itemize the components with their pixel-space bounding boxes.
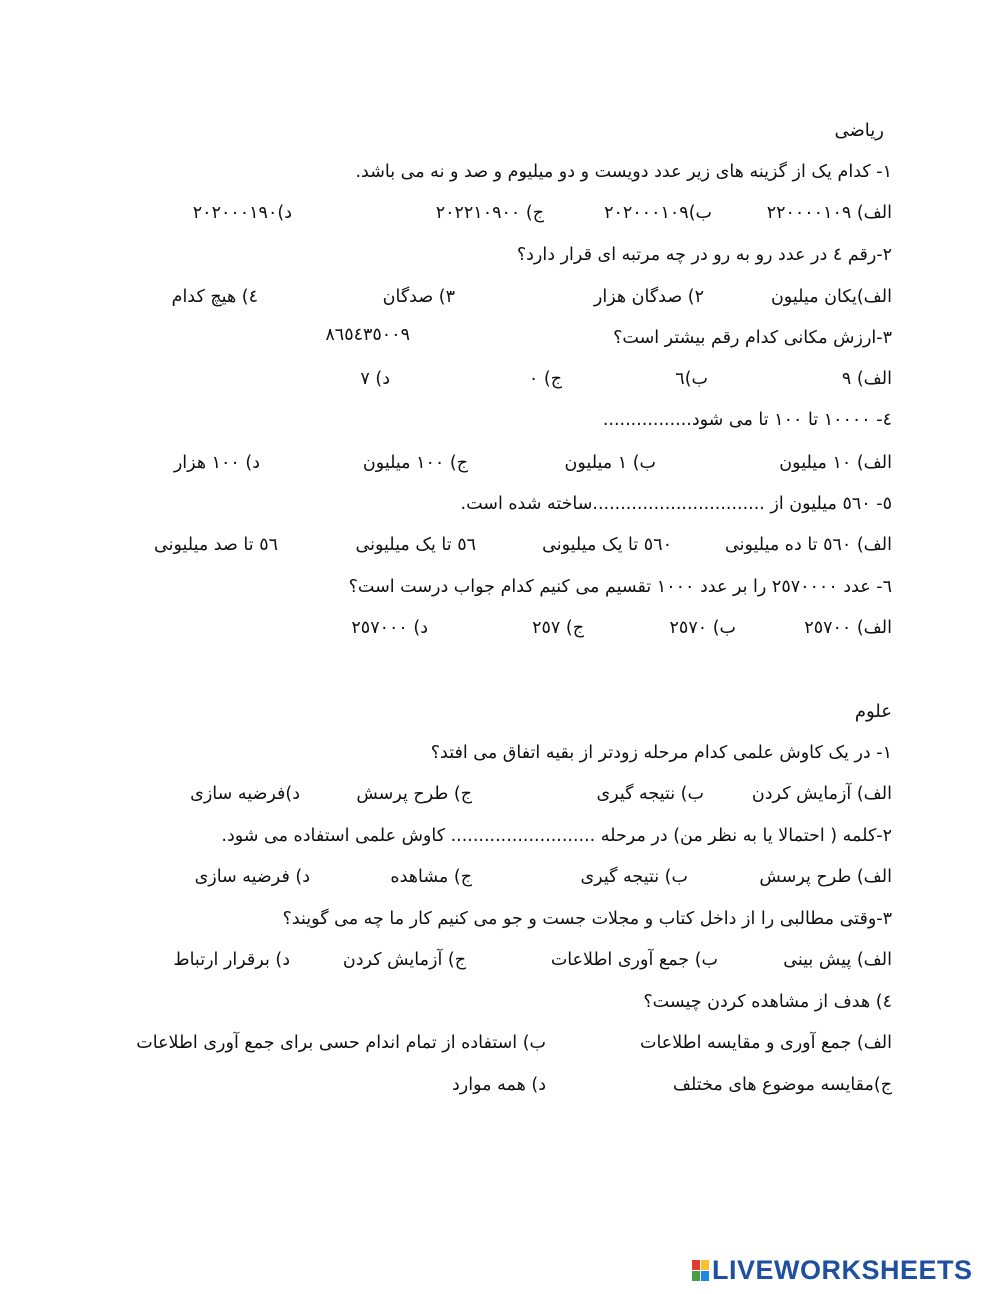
science-q3-option-b: ب) جمع آوری اطلاعات — [550, 950, 718, 970]
math-q3-option-c: ج) ۰ — [528, 369, 562, 389]
math-q1-option-d: د)۲۰۲۰۰۰۱۹۰ — [192, 203, 292, 223]
science-q4-option-c: ج)مقایسه موضوع های مختلف — [672, 1075, 892, 1095]
math-q1-option-c: ج) ۲۰۲۲۱۰۹۰۰ — [435, 203, 544, 223]
science-q2-option-d: د) فرضیه سازی — [194, 867, 310, 887]
math-q5-option-b: ٥٦۰ تا یک میلیونی — [542, 535, 672, 555]
science-q1-option-d: د)فرضیه سازی — [190, 784, 300, 804]
logo-badge-square — [701, 1260, 709, 1270]
science-q1-option-b: ب) نتیجه گیری — [596, 784, 704, 804]
science-q2-option-c: ج) مشاهده — [390, 867, 472, 887]
science-q1-question: ۱- در یک کاوش علمی کدام مرحله زودتر از بقیه اتفاق می افتد؟ — [430, 743, 892, 763]
math-q2-option-b: ۲) صدگان هزار — [593, 287, 704, 307]
math-q6-option-b: ب) ۲٥۷۰ — [669, 618, 736, 638]
logo-badge-icon — [692, 1260, 709, 1281]
math-q3-question: ۳-ارزش مکانی کدام رقم بیشتر است؟ — [613, 328, 892, 348]
math-q4-option-b: ب) ۱ میلیون — [564, 453, 656, 473]
math-q6-option-d: د) ۲٥۷۰۰۰ — [351, 618, 428, 638]
science-section-title: علوم — [854, 701, 892, 722]
math-q2-question: ۲-رقم ٤ در عدد رو به رو در چه مرتبه ای قرار دارد؟ — [516, 245, 892, 265]
math-q4-option-d: د) ۱۰۰ هزار — [173, 453, 260, 473]
science-q3-option-a: الف) پیش بینی — [783, 950, 892, 970]
math-q1-option-a: الف) ۲۲۰۰۰۰۱۰۹ — [766, 203, 892, 223]
math-q5-option-d: ٥٦ تا صد میلیونی — [154, 535, 278, 555]
math-q1-question: ۱- کدام یک از گزینه های زیر عدد دویست و دو میلیوم و صد و نه می باشد. — [355, 162, 892, 182]
math-q4-question: ٤- ۱۰۰۰۰ تا ۱۰۰ تا می شود................ — [602, 410, 892, 430]
math-q1-option-b: ب)۲۰۲۰۰۰۱۰۹ — [604, 203, 712, 223]
science-q3-option-c: ج) آزمایش کردن — [342, 950, 466, 970]
math-q2-option-c: ۳) صدگان — [382, 287, 455, 307]
math-q3-option-d: د) ۷ — [360, 369, 390, 389]
science-q4-question: ٤) هدف از مشاهده کردن چیست؟ — [643, 992, 892, 1012]
math-q6-option-c: ج) ۲٥۷ — [532, 618, 584, 638]
math-q3-number: ۸٦٥٤۳٥۰۰۹ — [325, 325, 410, 345]
liveworksheets-logo — [692, 1256, 973, 1284]
logo-badge-square — [692, 1260, 700, 1270]
math-q6-option-a: الف) ۲٥۷۰۰ — [804, 618, 892, 638]
science-q3-question: ۳-وقتی مطالبی را از داخل کتاب و مجلات جست و جو می کنیم کار ما چه می گویند؟ — [282, 909, 892, 929]
math-q2-option-a: الف)یکان میلیون — [770, 287, 892, 307]
logo-text: LIVEWORKSHEETS — [712, 1254, 973, 1285]
science-q4-option-b: ب) استفاده از تمام اندام حسی برای جمع آوری اطلاعات — [136, 1033, 546, 1053]
math-section-title: ریاضی — [834, 120, 884, 141]
math-q3-option-a: الف) ۹ — [841, 369, 892, 389]
math-q5-question: ٥- ٥٦۰ میلیون از ...............................ساخته شده است. — [460, 494, 892, 514]
math-q5-option-c: ٥٦ تا یک میلیونی — [355, 535, 476, 555]
math-q5-option-a: الف) ٥٦۰ تا ده میلیونی — [725, 535, 892, 555]
science-q3-option-d: د) برقرار ارتباط — [173, 950, 290, 970]
math-q4-option-c: ج) ۱۰۰ میلیون — [362, 453, 468, 473]
science-q1-option-c: ج) طرح پرسش — [356, 784, 472, 804]
science-q4-option-d: د) همه موارد — [452, 1075, 546, 1095]
science-q2-option-b: ب) نتیجه گیری — [580, 867, 688, 887]
math-q2-option-d: ٤) هیچ کدام — [171, 287, 258, 307]
science-q2-option-a: الف) طرح پرسش — [759, 867, 892, 887]
math-q4-option-a: الف) ۱۰ میلیون — [779, 453, 892, 473]
science-q1-option-a: الف) آزمایش کردن — [751, 784, 892, 804]
math-q6-question: ٦- عدد ۲٥۷۰۰۰۰ را بر عدد ۱۰۰۰ تقسیم می کنیم کدام جواب درست است؟ — [348, 577, 892, 597]
logo-badge-square — [701, 1271, 709, 1281]
math-q3-option-b: ب)٦ — [675, 369, 708, 389]
science-q2-question: ۲-کلمه ( احتمالا یا به نظر من) در مرحله .......................... کاوش علمی استفاده می شود. — [221, 826, 892, 846]
science-q4-option-a: الف) جمع آوری و مقایسه اطلاعات — [639, 1033, 892, 1053]
logo-badge-square — [692, 1271, 700, 1281]
